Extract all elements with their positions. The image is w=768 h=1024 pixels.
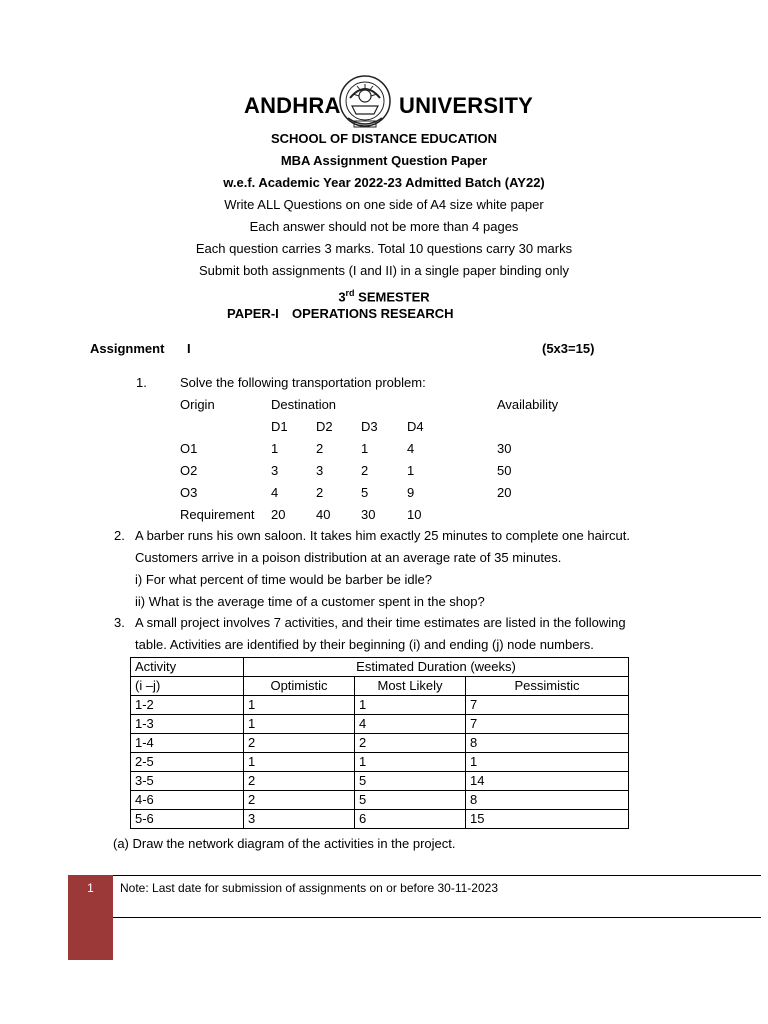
dest-header: D3 bbox=[361, 419, 378, 434]
instruction-line: Each question carries 3 marks. Total 10 questions carry 30 marks bbox=[195, 241, 573, 256]
table-cell: 1 bbox=[244, 696, 355, 715]
instruction-line: Submit both assignments (I and II) in a single paper binding only bbox=[199, 263, 569, 278]
table-cell: 1 bbox=[355, 753, 466, 772]
question-text: table. Activities are identified by their beginning (i) and ending (j) node numbers. bbox=[135, 637, 594, 652]
origin-cell: O2 bbox=[180, 463, 198, 478]
cost-cell: 2 bbox=[361, 463, 369, 478]
question-text: Customers arrive in a poison distribution at an average rate of 35 minutes. bbox=[135, 550, 562, 565]
paper-code: PAPER-I bbox=[227, 306, 279, 321]
table-cell: 1-2 bbox=[131, 696, 244, 715]
table-header-cell: Most Likely bbox=[355, 677, 466, 696]
origin-cell: O3 bbox=[180, 485, 198, 500]
table-cell: 8 bbox=[466, 791, 629, 810]
destination-label: Destination bbox=[271, 397, 337, 412]
requirement-cell: 20 bbox=[271, 507, 286, 522]
cost-cell: 3 bbox=[271, 463, 279, 478]
availability-cell: 20 bbox=[497, 485, 512, 500]
cost-cell: 4 bbox=[407, 441, 415, 456]
table-cell: 6 bbox=[355, 810, 466, 829]
paper-name: OPERATIONS RESEARCH bbox=[292, 306, 454, 321]
footer-divider bbox=[113, 917, 761, 918]
table-cell: 2-5 bbox=[131, 753, 244, 772]
question-text: Solve the following transportation problem: bbox=[180, 375, 426, 390]
university-title-right: UNIVERSITY bbox=[399, 93, 534, 118]
table-cell: 5 bbox=[355, 791, 466, 810]
paper-type: MBA Assignment Question Paper bbox=[280, 153, 488, 168]
table-row bbox=[131, 753, 629, 772]
requirement-cell: 40 bbox=[316, 507, 331, 522]
table-cell: 5-6 bbox=[131, 810, 244, 829]
table-cell: 4-6 bbox=[131, 791, 244, 810]
table-cell: 4 bbox=[355, 715, 466, 734]
school-name: SCHOOL OF DISTANCE EDUCATION bbox=[270, 131, 498, 146]
table-header-cell: Activity bbox=[131, 658, 244, 677]
table-row bbox=[131, 696, 629, 715]
question-subpart: ii) What is the average time of a customer spent in the shop? bbox=[135, 594, 485, 609]
table-cell: 1-3 bbox=[131, 715, 244, 734]
table-row bbox=[131, 810, 629, 829]
origin-cell: O1 bbox=[180, 441, 198, 456]
table-row bbox=[131, 734, 629, 753]
cost-cell: 4 bbox=[271, 485, 279, 500]
table-cell: 5 bbox=[355, 772, 466, 791]
batch-info: w.e.f. Academic Year 2022-23 Admitted Batch (AY22) bbox=[223, 175, 545, 190]
table-cell: 1-4 bbox=[131, 734, 244, 753]
table-cell: 3-5 bbox=[131, 772, 244, 791]
origin-label: Origin bbox=[180, 397, 215, 412]
cost-cell: 2 bbox=[316, 485, 324, 500]
table-row bbox=[131, 791, 629, 810]
table-cell: 2 bbox=[244, 791, 355, 810]
table-header-cell: Pessimistic bbox=[466, 677, 629, 696]
table-cell: 8 bbox=[466, 734, 629, 753]
table-cell: 1 bbox=[244, 753, 355, 772]
table-cell: 15 bbox=[466, 810, 629, 829]
table-header-row bbox=[131, 677, 629, 696]
table-row bbox=[131, 772, 629, 791]
table-cell: 1 bbox=[244, 715, 355, 734]
table-cell: 7 bbox=[466, 696, 629, 715]
assignment-number: I bbox=[187, 341, 191, 356]
question-number: 1. bbox=[136, 375, 147, 390]
semester-heading: 3rd SEMESTER bbox=[338, 288, 430, 305]
table-cell: 3 bbox=[244, 810, 355, 829]
cost-cell: 2 bbox=[316, 441, 324, 456]
footer-divider bbox=[113, 875, 761, 876]
cost-cell: 9 bbox=[407, 485, 415, 500]
table-cell: 14 bbox=[466, 772, 629, 791]
requirement-cell: 10 bbox=[407, 507, 422, 522]
table-cell: 2 bbox=[244, 772, 355, 791]
dest-header: D2 bbox=[316, 419, 333, 434]
table-cell: 1 bbox=[355, 696, 466, 715]
question-subpart: i) For what percent of time would be barber be idle? bbox=[135, 572, 432, 587]
university-emblem-icon bbox=[336, 74, 394, 132]
table-header-cell: Estimated Duration (weeks) bbox=[244, 658, 629, 677]
cost-cell: 1 bbox=[271, 441, 279, 456]
table-header-cell: (i –j) bbox=[131, 677, 244, 696]
availability-cell: 50 bbox=[497, 463, 512, 478]
cost-cell: 1 bbox=[361, 441, 369, 456]
table-row bbox=[131, 715, 629, 734]
instruction-line: Each answer should not be more than 4 pages bbox=[249, 219, 519, 234]
page-number: 1 bbox=[87, 881, 94, 895]
table-cell: 7 bbox=[466, 715, 629, 734]
assignment-label: Assignment bbox=[90, 341, 165, 356]
table-cell: 1 bbox=[466, 753, 629, 772]
footer-note: Note: Last date for submission of assignments on or before 30-11-2023 bbox=[120, 881, 498, 895]
question-subpart: (a) Draw the network diagram of the activities in the project. bbox=[113, 836, 456, 851]
availability-label: Availability bbox=[497, 397, 559, 412]
activity-table bbox=[130, 657, 629, 829]
table-cell: 2 bbox=[355, 734, 466, 753]
question-text: A small project involves 7 activities, and their time estimates are listed in the following bbox=[135, 615, 626, 630]
question-text: A barber runs his own saloon. It takes him exactly 25 minutes to complete one haircut. bbox=[135, 528, 630, 543]
table-header-cell: Optimistic bbox=[244, 677, 355, 696]
requirement-cell: 30 bbox=[361, 507, 376, 522]
question-number: 3. bbox=[114, 615, 125, 630]
table-header-row bbox=[131, 658, 629, 677]
cost-cell: 5 bbox=[361, 485, 369, 500]
assignment-marks: (5x3=15) bbox=[542, 341, 595, 356]
availability-cell: 30 bbox=[497, 441, 512, 456]
cost-cell: 1 bbox=[407, 463, 415, 478]
dest-header: D4 bbox=[407, 419, 424, 434]
cost-cell: 3 bbox=[316, 463, 324, 478]
question-number: 2. bbox=[114, 528, 125, 543]
instruction-line: Write ALL Questions on one side of A4 size white paper bbox=[224, 197, 544, 212]
table-cell: 2 bbox=[244, 734, 355, 753]
university-title-left: ANDHRA bbox=[244, 93, 341, 118]
dest-header: D1 bbox=[271, 419, 288, 434]
requirement-label: Requirement bbox=[180, 507, 255, 522]
